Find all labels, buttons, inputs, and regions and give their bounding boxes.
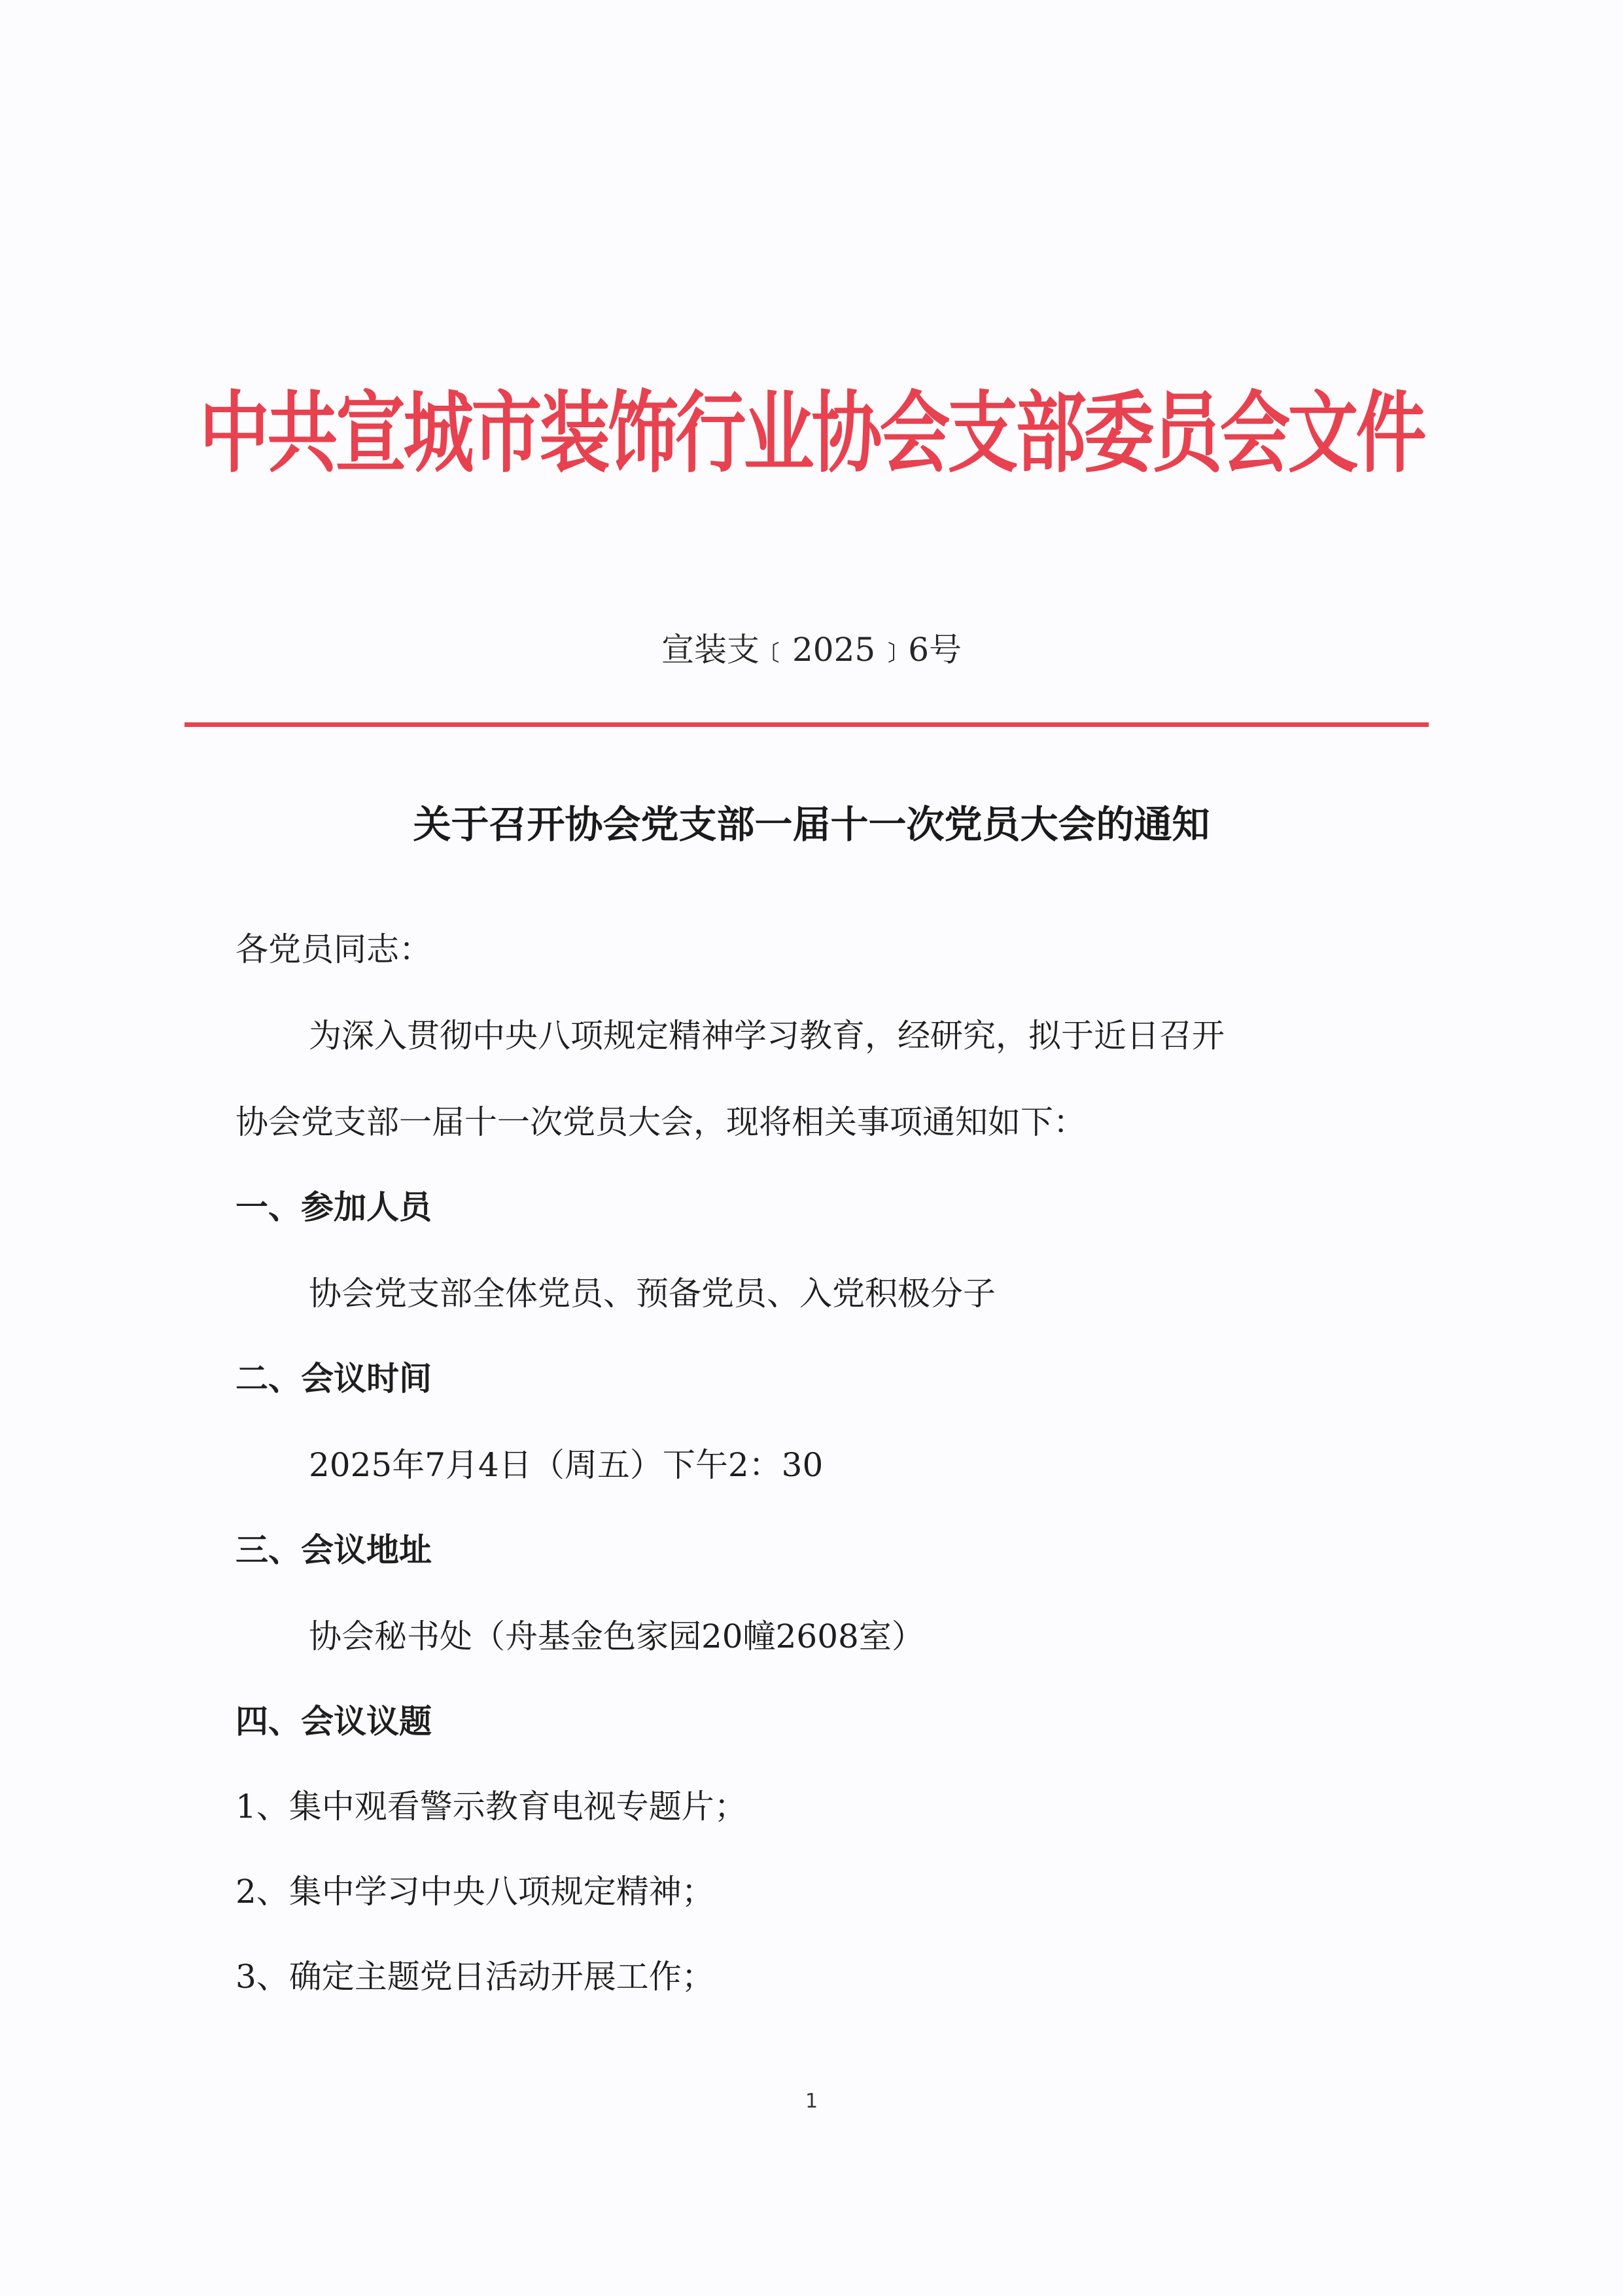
intro-paragraph-line-1: 为深入贯彻中央八项规定精神学习教育，经研究，拟于近日召开 <box>309 1017 1225 1055</box>
agenda-item: 2、集中学习中央八项规定精神； <box>236 1873 714 1911</box>
section-heading-location: 三、会议地址 <box>236 1531 432 1569</box>
document-number: 宣装支﹝2025﹞6号 <box>661 631 962 669</box>
section-content-time: 2025年7月4日（周五）下午2：30 <box>309 1446 824 1484</box>
agenda-item: 3、确定主题党日活动开展工作； <box>236 1958 714 1996</box>
page-number: 1 <box>805 2090 818 2113</box>
issuer-red-header: 中共宣城市装饰行业协会支部委员会文件 <box>199 383 1424 486</box>
intro-paragraph-line-2: 协会党支部一届十一次党员大会，现将相关事项通知如下： <box>236 1103 1086 1141</box>
red-separator-line <box>184 722 1429 727</box>
section-content-attendees: 协会党支部全体党员、预备党员、入党积极分子 <box>309 1275 996 1313</box>
section-heading-time: 二、会议时间 <box>236 1360 432 1398</box>
agenda-item: 1、集中观看警示教育电视专题片； <box>236 1788 747 1826</box>
salutation: 各党员同志： <box>236 930 432 968</box>
section-heading-agenda: 四、会议议题 <box>236 1703 432 1740</box>
section-heading-attendees: 一、参加人员 <box>236 1188 432 1226</box>
notice-title: 关于召开协会党支部一届十一次党员大会的通知 <box>413 802 1210 847</box>
section-content-location: 协会秘书处（舟基金色家园20幢2608室） <box>309 1617 924 1655</box>
